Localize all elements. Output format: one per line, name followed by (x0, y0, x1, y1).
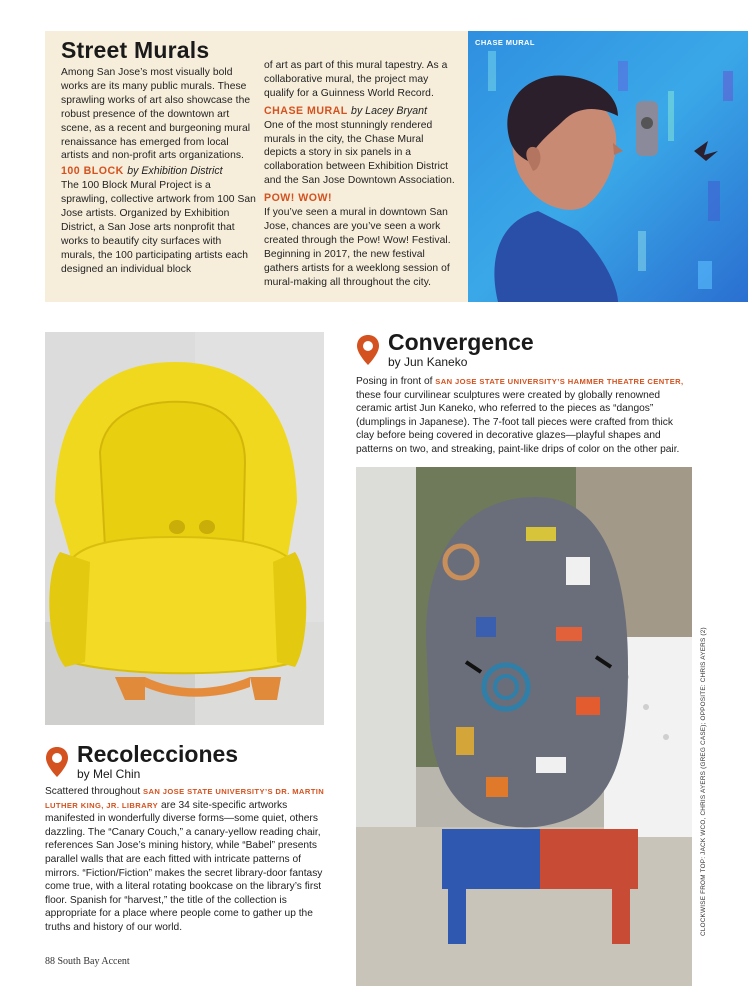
recolecciones-text (45, 785, 325, 935)
subhead-100-block-name: 100 BLOCK (61, 165, 124, 178)
photo-credit: CLOCKWISE FROM TOP: JACK WCO, CHRIS AYERS (GREG CASE); OPPOSITE: CHRIS AYERS (2) (700, 627, 707, 936)
location-pin-icon (356, 334, 380, 366)
chair-illustration (45, 332, 324, 725)
convergence-text-after: these four curvilinear sculptures were created by globally renowned ceramic artist Jun Kaneko, who referred to the pieces as “dangos” (dumplings in Japanese). The 7-foot tall pieces were crafted from thick clay before being covered in decorative glazes—playful shapes and patterns on two, and streaking, paint-like drips of color on the other pair. (356, 389, 680, 455)
location-pin-icon (45, 746, 69, 778)
page-folio: 88 South Bay Accent (45, 956, 130, 967)
sidebar-column-left (61, 66, 257, 277)
hammer-theatre-link: SAN JOSE STATE UNIVERSITY’S HAMMER THEATRE CENTER, (435, 377, 684, 386)
convergence-byline: by Jun Kaneko (388, 355, 468, 369)
mural-photo-caption: CHASE MURAL (475, 38, 535, 47)
street-murals-sidebar (45, 31, 468, 302)
convergence-sculpture-photo (356, 467, 692, 986)
subhead-chase-by: by Lacey Bryant (351, 104, 428, 117)
pow-text: If you’ve seen a mural in downtown San Jose, chances are you’ve seen a work created through the Pow! Wow! Festival. Beginning in 2017, the new festival gathers artists for a weeklong session of mural-making all throughout the city. (264, 207, 451, 288)
sculpture-illustration (356, 467, 692, 986)
mlk-library-link: SAN JOSE STATE UNIVERSITY’S DR. MARTIN LUTHER KING, JR. LIBRARY (45, 787, 325, 810)
subhead-pow-wow: POW! WOW! (264, 192, 333, 205)
mural-illustration (468, 31, 748, 302)
sidebar-title: Street Murals (61, 37, 210, 63)
subhead-chase-name: CHASE MURAL (264, 104, 348, 117)
sidebar-intro: Among San Jose’s most visually bold works are its many public murals. These sprawling works of art also showcase the robust presence of the downtown art scene, as a recent and burgeoning mural renaissance has emerged from local artists and non-profit arts organizations. (61, 67, 251, 162)
recolecciones-text-before: Scattered throughout (45, 786, 143, 797)
block100-text-cont: of art as part of this mural tapestry. As a collaborative mural, the project may qualify for a Guinness World Record. (264, 60, 448, 99)
sidebar-column-right (264, 59, 458, 290)
chase-text: One of the most stunningly rendered murals in the city, the Chase Mural depicts a story in six panels in a collaboration between Exhibition District and the San Jose Downtown Association. (264, 119, 455, 187)
chase-mural-photo (468, 31, 748, 302)
convergence-title: Convergence (388, 329, 534, 355)
canary-couch-photo (45, 332, 324, 725)
subhead-100-block (61, 165, 257, 179)
subhead-chase-mural (264, 105, 458, 119)
block100-text: The 100 Block Mural Project is a sprawling, collective artwork from 100 San Jose artists. Organized by Exhibition District, a San Jose arts nonprofit that works to beautify city surfaces with murals, the 100 participating artists each designed an individual block (61, 180, 256, 275)
convergence-text-before: Posing in front of (356, 376, 436, 387)
subhead-100-block-by: by Exhibition District (127, 165, 223, 178)
recolecciones-title: Recolecciones (77, 741, 239, 767)
convergence-text (356, 375, 692, 457)
recolecciones-byline: by Mel Chin (77, 767, 141, 781)
recolecciones-text-after: are 34 site-specific artworks manifested in wonderfully diverse forms—some quiet, others dazzling. The “Canary Couch,” a canary-yellow reading chair, references San Jose’s mining history, while “Babel” presents parallel walls that are each fitted with intricate patterns of mirrors. “Fiction/Fiction” makes the secret library-door fantasy come true, with a literal rotating bookcase on the library’s first floor. Spanish for “harvest,” the title of the collection is appropriate for a place where people come to gather up the truths and history of our world. (45, 799, 323, 933)
